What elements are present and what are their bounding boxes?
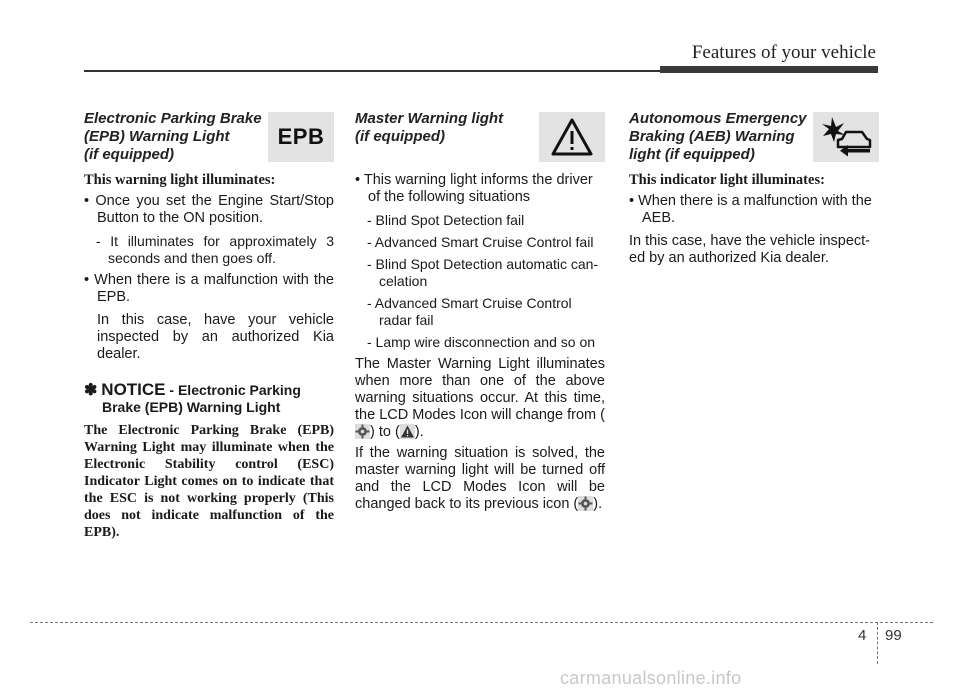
epb-heading-row: [84, 110, 334, 172]
epb-title-line: Electronic Parking Brake: [84, 110, 262, 127]
epb-bullet: • When there is a malfunction with the EPB.: [84, 272, 334, 305]
section-title: Features of your vehicle: [691, 42, 876, 63]
master-situation-item: - Advanced Smart Cruise Control radar fail: [367, 295, 572, 328]
epb-section: [84, 110, 334, 541]
master-situation-item: - Blind Spot Detection fail: [367, 212, 525, 228]
page-number: 99: [885, 627, 902, 644]
notice-heading: [84, 381, 334, 399]
lcd-modes-warning-icon: [400, 424, 415, 439]
master-text: If the warning situation is solved, the master warning light will be turned off and the LCD Modes Icon will be changed back to its previous icon (: [355, 445, 605, 512]
aeb-paragraph: In this case, have the vehicle inspected by an authorized Kia dealer.: [629, 233, 871, 266]
master-bullet: • This warning light informs the driver of the following situations: [355, 172, 593, 205]
master-title: [355, 110, 540, 146]
chapter-number: 4: [858, 627, 867, 644]
header-tab: [660, 66, 878, 73]
epb-icon-label: EPB: [277, 124, 325, 149]
epb-followup: In this case, have your vehicle inspected by an authorized Kia dealer.: [97, 312, 334, 362]
master-situation-item: - Blind Spot Detection automatic cancelation: [367, 256, 599, 289]
aeb-section: [629, 110, 879, 271]
header-rule: [84, 70, 660, 72]
aeb-title-line: Autonomous Emergency: [629, 110, 807, 127]
epb-bullet: • Once you set the Engine Start/Stop Button to the ON position.: [84, 193, 334, 226]
epb-title: [84, 110, 269, 164]
master-text: The Master Warning Light illuminates when more than one of the above warning situations occur. At this time, the LCD Modes Icon will change from (: [355, 356, 605, 423]
warning-triangle-icon: [550, 117, 594, 157]
master-title-line: Master Warning light: [355, 110, 504, 127]
master-warning-icon: [539, 112, 605, 162]
aeb-heading-row: [629, 110, 879, 172]
master-situation-item: - Lamp wire disconnection and so on: [367, 334, 596, 350]
aeb-car-collision-icon: [818, 115, 874, 159]
epb-title-line: (if equipped): [84, 146, 174, 163]
notice-label: NOTICE: [101, 380, 166, 399]
master-heading-row: [355, 110, 605, 172]
epb-warning-icon: [268, 112, 334, 162]
epb-title-line: (EPB) Warning Light: [84, 128, 230, 145]
epb-sub-item: - It illuminates for approximately 3 seconds and then goes off.: [96, 233, 334, 266]
notice-star-icon: ✽: [84, 382, 98, 399]
master-text: ).: [593, 496, 603, 512]
watermark: carmanualsonline.info: [560, 668, 742, 688]
master-situation-item: - Advanced Smart Cruise Control fail: [367, 234, 594, 250]
lcd-modes-gear-icon: [578, 496, 593, 511]
master-paragraph: [355, 445, 605, 513]
notice-body: The Electronic Parking Brake (EPB) Warning Light may illuminate when the Electronic Stability control (ESC) Indicator Light comes on to indicate that the ESC is not working properly (This does not indicate malfunction of the EPB).: [84, 423, 334, 540]
footer-rule: [30, 622, 933, 623]
aeb-warning-icon: [813, 112, 879, 162]
master-paragraph: [355, 356, 605, 441]
aeb-title-line: Braking (AEB) Warning: [629, 128, 795, 145]
master-text: ) to (: [370, 424, 400, 440]
notice-title-cont: Brake (EPB) Warning Light: [102, 399, 281, 415]
master-text: ).: [414, 424, 424, 440]
master-situation-list: [355, 212, 605, 351]
notice-title: - Electronic Parking: [165, 382, 301, 398]
aeb-title-line: light (if equipped): [629, 146, 755, 163]
epb-lead: This warning light illuminates:: [84, 172, 276, 188]
aeb-lead: This indicator light illuminates:: [629, 172, 825, 188]
master-title-line: (if equipped): [355, 128, 445, 145]
aeb-title: [629, 110, 814, 164]
aeb-bullet: • When there is a malfunction with the AEB.: [629, 193, 872, 226]
master-warning-section: [355, 110, 605, 517]
footer-divider: [877, 622, 878, 664]
lcd-modes-gear-icon: [355, 424, 370, 439]
